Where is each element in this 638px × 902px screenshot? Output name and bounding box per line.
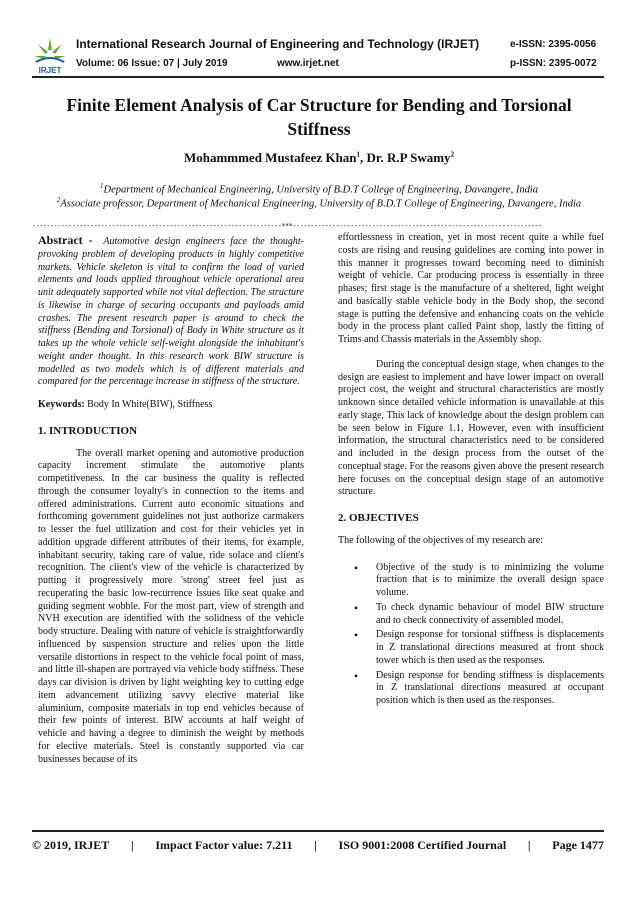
author-2: , Dr. R.P Swamy [360,150,451,165]
journal-footer [32,838,604,853]
affiliation-2 [40,194,598,211]
keywords-text: Body In White(BIW), Stiffness [87,399,213,410]
journal-header [0,0,638,80]
author-1: Mohammmed Mustafeez Khan [183,150,357,165]
author-1-sup: 1 [356,150,361,159]
abstract-text: Automotive design engineers face the thought-provoking problem of developing products in highly competitive markets. Vehicle skeleton is vital to confirm the load of varied elements and loads applied throughout vehicle operational area unit adequately supported while not vital deflection. The structure is likewise in charge of securing occupants and payloads amid crashes. The present research paper is around to check the stiffness (Bending and Torsional) of Body in White structure as it takes up the whole vehicle self-weight alongside the inhabitant's weight under thought. In this research work BIW structure is modelled as two models which is of different materials and compared for the percentage increase in stiffness of the structure. [38,236,304,388]
objectives-list [338,562,604,708]
header-rule [32,76,604,78]
irjet-logo [32,36,68,76]
right-column [338,232,604,710]
footer-page-number: Page 1477 [552,838,604,852]
objectives-heading: 2. OBJECTIVES [338,512,419,524]
objective-item: • Design response for bending stiffness is displacements in Z translational directions measured at occupant position which is then used as the responses. [376,670,604,708]
objective-item: • Objective of the study is to minimizing the volume fraction that is to minimize the overall design space volume. [376,562,604,600]
volume-info: Volume: 06 Issue: 07 | July 2019 [76,58,228,69]
footer-divider: | [314,838,317,852]
paper-title: Finite Element Analysis of Car Structure for Bending and Torsional Stiffness [66,95,572,139]
footer-rule [32,830,604,832]
p-issn: p-ISSN: 2395-0072 [510,58,597,69]
section-separator: ---------------------------------------------------------------------***--------------------------------------------------------------------- [32,222,542,230]
keywords-label: Keywords: [38,399,85,410]
conceptual-design-paragraph: During the conceptual design stage, when changes to the design are easiest to implement and have lower impact on overall project cost, the weight and structural characteristics are mostly unknown since detailed vehicle information is unavailable at this early stage, This lack of knowledge about the design problem can be seen below in Figure 1.1, However, even with insufficient information, the structural characteristics need to be considered and included in the design process from the outset of the conceptual stage. For the reasons given above the present research here focuses on the conceptual design stage of an automotive structure. [338,358,604,498]
abstract [38,234,304,389]
author-2-sup: 2 [450,150,455,159]
intro-continued: effortlessness in creation, yet in most recent quite a while fuel costs are rising and reusing guidelines are coming into power in this manner it progresses toward becoming need to diminish weight of vehicle. Car producing process is essentially in three phases; first stage is the manufacture of a sheltered, light weight and basically stable vehicle body in the Body shop, the second stage is putting the defensive and enhancing coats on the vehicle body in the process plant called Paint shop, lastly the fitting of Trims and Chassis materials in the Assembly shop. [338,232,604,345]
introduction-heading: 1. INTRODUCTION [38,424,138,437]
journal-website: www.irjet.net [277,58,339,69]
footer-copyright: © 2019, IRJET [32,838,110,852]
affiliation-2-text: Associate professor, Department of Mechanical Engineering, University of B.D.T College of Engineering, Davangere, India [60,198,582,210]
e-issn: e-ISSN: 2395-0056 [510,39,597,50]
logo-text: IRJET [38,66,62,75]
abstract-label: Abstract - [38,233,93,247]
footer-divider: | [527,838,531,852]
affiliation-2-sup: 2 [56,196,61,204]
footer-iso: ISO 9001:2008 Certified Journal [338,838,507,852]
objectives-intro: The following of the objectives of my research are: [338,534,543,546]
left-column [38,232,304,766]
keywords [38,399,304,412]
objective-item: • Design response for torsional stiffness is displacements in Z translational directions measured at front shock tower which is then used as the responses. [376,629,604,667]
introduction-text: The overall market opening and automotive production capacity increment stimulate the automotive plants competitiveness. In the car business the quality is reflected through the consumer loyalty's in connection to the items and offered administrations. Current auto economic situations and forthcoming government guidelines not just authorize carmakers to lesser the fuel utilization and cost for their vehicles yet in addition upgrade different attributes of their items, for example, inhabitant security, taking care of value, ride solace and client's recognition. The client's view of the vehicle is characterized by putting it progressively more 'strong' street feel just as recuperating the basic low-recurrence issues like seat quake and guiding segment wobble. For the most part, view of strength and NVH execution are identified with the solidness of the vehicle body structure. Dealing with nature of vehicle is straightforwardly influenced by suspension structure and relies upon the little versatile distortions in respect to the vehicle focal point of mass, and little ill-shapen are portrayed via vehicle body stiffness. These days car division is driven by light weighting key to cutting edge item advancement utilizing savvy elective material like aluminium, composite materials in top end vehicles because of their few points of interest. BIW accounts at half weight of vehicle and having a degree to diminish the weight by methods for elective materials. Steel is constantly supported via car businesses because of its [38,447,304,765]
affiliation-1-text: Department of Mechanical Engineering, University of B.D.T College of Engineering, Davangere, India [103,184,538,196]
journal-title: International Research Journal of Engineering and Technology (IRJET) [76,37,480,51]
objective-item: • To check dynamic behaviour of model BIW structure and to check connectivity of assembled model. [376,602,604,628]
footer-impact-factor: Impact Factor value: 7.211 [155,838,293,852]
affiliation-1-sup: 1 [100,182,104,190]
footer-divider: | [131,838,134,852]
paper-authors [40,150,598,166]
